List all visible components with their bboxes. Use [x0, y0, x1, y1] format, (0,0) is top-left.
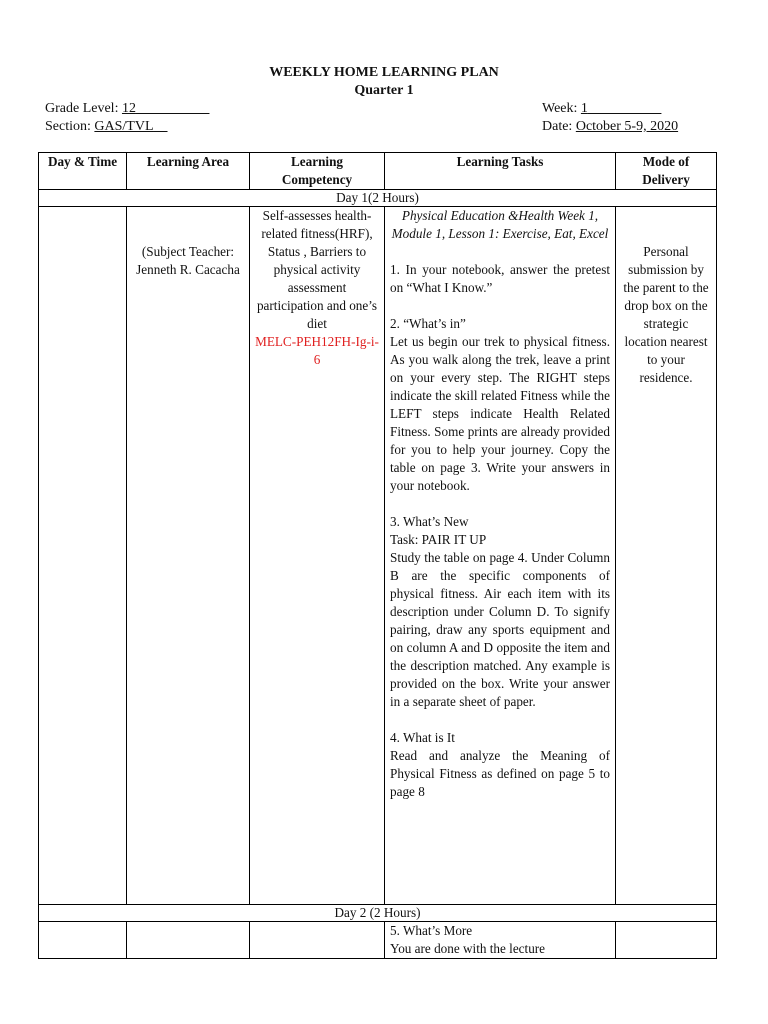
grade-level	[45, 101, 209, 117]
day-2-label: Day 2 (2 Hours)	[39, 905, 717, 922]
competency-text: Self-assesses health-related fitness(HRF), Status , Barriers to physical activity assessment participation and one’s diet	[256, 208, 378, 331]
day-2-time-cell	[39, 922, 127, 959]
competency-code: MELC-PEH12FH-Ig-i-6	[255, 334, 379, 367]
day-1-label: Day 1(2 Hours)	[39, 190, 717, 207]
grade-label: Grade Level:	[45, 101, 119, 116]
week-label: Week:	[542, 101, 578, 116]
day-2-content-row	[39, 922, 717, 959]
page-subtitle: Quarter 1	[354, 83, 414, 98]
task-2-title: 2. “What’s in”	[390, 316, 466, 331]
task-3-subtitle: Task: PAIR IT UP	[390, 532, 487, 547]
col-header-competency: Learning Competency	[250, 153, 385, 190]
task-5-body: You are done with the lecture	[390, 941, 546, 956]
col-header-learning-tasks: Learning Tasks	[385, 153, 616, 190]
task-3-body: Study the table on page 4. Under Column B are the specific components of physical fitness. Air each item with its description under Column D. To signify pairing, draw any sports equipment and on column A and D opposite the item and the description matched. Any example is provided on the box. Write your answer in a separate sheet of paper.	[390, 550, 610, 709]
date-label: Date:	[542, 119, 573, 134]
day-1-row	[39, 190, 717, 207]
day-1-learning-area	[127, 207, 250, 905]
task-1: 1. In your notebook, answer the pretest on “What I Know.”	[390, 262, 610, 295]
day-1-competency	[250, 207, 385, 905]
day-2-competency	[250, 922, 385, 959]
delivery-text: Personal submission by the parent to the drop box on the strategic location nearest to your residence.	[623, 244, 709, 385]
day-2-row	[39, 905, 717, 922]
subject-teacher: (Subject Teacher: Jenneth R. Cacacha	[136, 244, 240, 277]
page-title: WEEKLY HOME LEARNING PLAN	[269, 65, 499, 80]
section-value: GAS/TVL	[94, 119, 154, 134]
col-header-day-time: Day & Time	[39, 153, 127, 190]
task-5-title: 5. What’s More	[390, 923, 473, 938]
table-header-row	[39, 153, 717, 190]
task-4-title: 4. What is It	[390, 730, 455, 745]
learning-plan-table	[38, 152, 717, 959]
week	[542, 101, 661, 117]
col-header-mode-of-delivery: Mode of Delivery	[616, 153, 717, 190]
task-2-body: Let us begin our trek to physical fitness. As you walk along the trek, leave a print on your every step. The RIGHT steps indicate the skill related Fitness while the LEFT steps indicate Health Related Fitness. Some prints are already provided for you to help your journey. Copy the table on page 3. Write your answers in your notebook.	[390, 334, 610, 493]
day-1-content-row	[39, 207, 717, 905]
day-1-tasks	[385, 207, 616, 905]
date	[542, 119, 678, 135]
week-value: 1	[580, 101, 588, 116]
grade-value: 12	[121, 101, 136, 116]
day-2-learning-area	[127, 922, 250, 959]
task-3-title: 3. What’s New	[390, 514, 469, 529]
day-1-time-cell	[39, 207, 127, 905]
date-value: October 5-9, 2020	[575, 119, 679, 134]
section	[45, 119, 168, 135]
col-header-learning-area: Learning Area	[127, 153, 250, 190]
day-2-tasks	[385, 922, 616, 959]
section-label: Section:	[45, 119, 91, 134]
day-1-delivery	[616, 207, 717, 905]
task-4-body: Read and analyze the Meaning of Physical Fitness as defined on page 5 to page 8	[390, 748, 610, 799]
day-2-delivery	[616, 922, 717, 959]
lesson-title: Physical Education &Health Week 1, Module 1, Lesson 1: Exercise, Eat, Excel	[391, 208, 609, 241]
